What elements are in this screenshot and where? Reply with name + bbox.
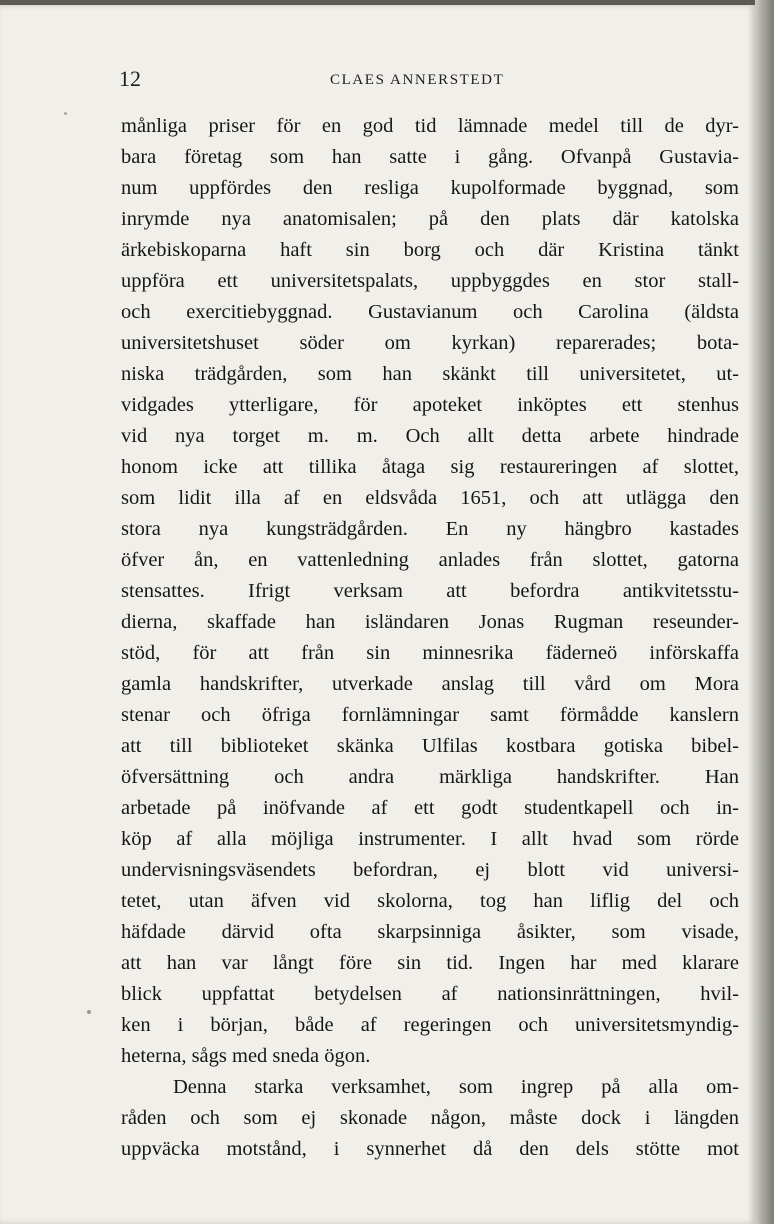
text-line: bara företag som han satte i gång. Ofvanpå Gustavia- bbox=[121, 146, 739, 168]
text-line: öfversättning och andra märkliga handskrifter. Han bbox=[121, 766, 739, 788]
text-line: uppväcka motstånd, i synnerhet då den dels stötte mot bbox=[121, 1138, 739, 1160]
text-line: blick uppfattat betydelsen af nationsinrättningen, hvil- bbox=[121, 983, 739, 1005]
body-text bbox=[121, 111, 739, 1165]
text-line: att till biblioteket skänka Ulfilas kostbara gotiska bibel- bbox=[121, 735, 739, 757]
text-line: stenar och öfriga fornlämningar samt förmådde kanslern bbox=[121, 704, 739, 726]
text-line: månliga priser för en god tid lämnade medel till de dyr- bbox=[121, 115, 739, 137]
text-line: stensattes. Ifrigt verksam att befordra antikvitetsstu- bbox=[121, 580, 739, 602]
text-line: uppföra ett universitetspalats, uppbyggdes en stor stall- bbox=[121, 270, 739, 292]
text-line: stöd, för att från sin minnesrika fäderneö införskaffa bbox=[121, 642, 739, 664]
ink-speck bbox=[87, 1010, 91, 1014]
text-line: öfver ån, en vattenledning anlades från slottet, gatorna bbox=[121, 549, 739, 571]
book-right-edge bbox=[755, 0, 774, 1224]
text-line: gamla handskrifter, utverkade anslag till vård om Mora bbox=[121, 673, 739, 695]
text-line: som lidit illa af en eldsvåda 1651, och att utlägga den bbox=[121, 487, 739, 509]
text-line: heterna, sågs med sneda ögon. bbox=[121, 1045, 371, 1067]
running-head: CLAES ANNERSTEDT bbox=[330, 72, 505, 88]
text-line: niska trädgården, som han skänkt till universitetet, ut- bbox=[121, 363, 739, 385]
text-line: vid nya torget m. m. Och allt detta arbete hindrade bbox=[121, 425, 739, 447]
text-line: stora nya kungsträdgården. En ny hängbro kastades bbox=[121, 518, 739, 540]
text-line: och exercitiebyggnad. Gustavianum och Carolina (äldsta bbox=[121, 301, 739, 323]
text-line: tetet, utan äfven vid skolorna, tog han liflig del och bbox=[121, 890, 739, 912]
text-line: vidgades ytterligare, för apoteket inköptes ett stenhus bbox=[121, 394, 739, 416]
text-line: att han var långt före sin tid. Ingen har med klarare bbox=[121, 952, 739, 974]
text-line: häfdade därvid ofta skarpsinniga åsikter, som visade, bbox=[121, 921, 739, 943]
text-line: råden och som ej skonade någon, måste dock i längden bbox=[121, 1107, 739, 1129]
ink-speck bbox=[64, 112, 67, 115]
text-line: ken i början, både af regeringen och universitetsmyndig- bbox=[121, 1014, 739, 1036]
text-line: inrymde nya anatomisalen; på den plats där katolska bbox=[121, 208, 739, 230]
paragraph-first-line: Denna starka verksamhet, som ingrep på alla om- bbox=[173, 1076, 739, 1098]
text-line: honom icke att tillika åtaga sig restaureringen af slottet, bbox=[121, 456, 739, 478]
page-header bbox=[0, 66, 755, 96]
text-line: köp af alla möjliga instrumenter. I allt hvad som rörde bbox=[121, 828, 739, 850]
text-line: universitetshuset söder om kyrkan) reparerades; bota- bbox=[121, 332, 739, 354]
page-number: 12 bbox=[119, 66, 141, 91]
text-line: arbetade på inöfvande af ett godt studentkapell och in- bbox=[121, 797, 739, 819]
text-line: undervisningsväsendets befordran, ej blott vid universi- bbox=[121, 859, 739, 881]
text-line: num uppfördes den resliga kupolformade byggnad, som bbox=[121, 177, 739, 199]
text-line: ärkebiskoparna haft sin borg och där Kristina tänkt bbox=[121, 239, 739, 261]
text-line: dierna, skaffade han isländaren Jonas Rugman reseunder- bbox=[121, 611, 739, 633]
book-page bbox=[0, 5, 755, 1224]
